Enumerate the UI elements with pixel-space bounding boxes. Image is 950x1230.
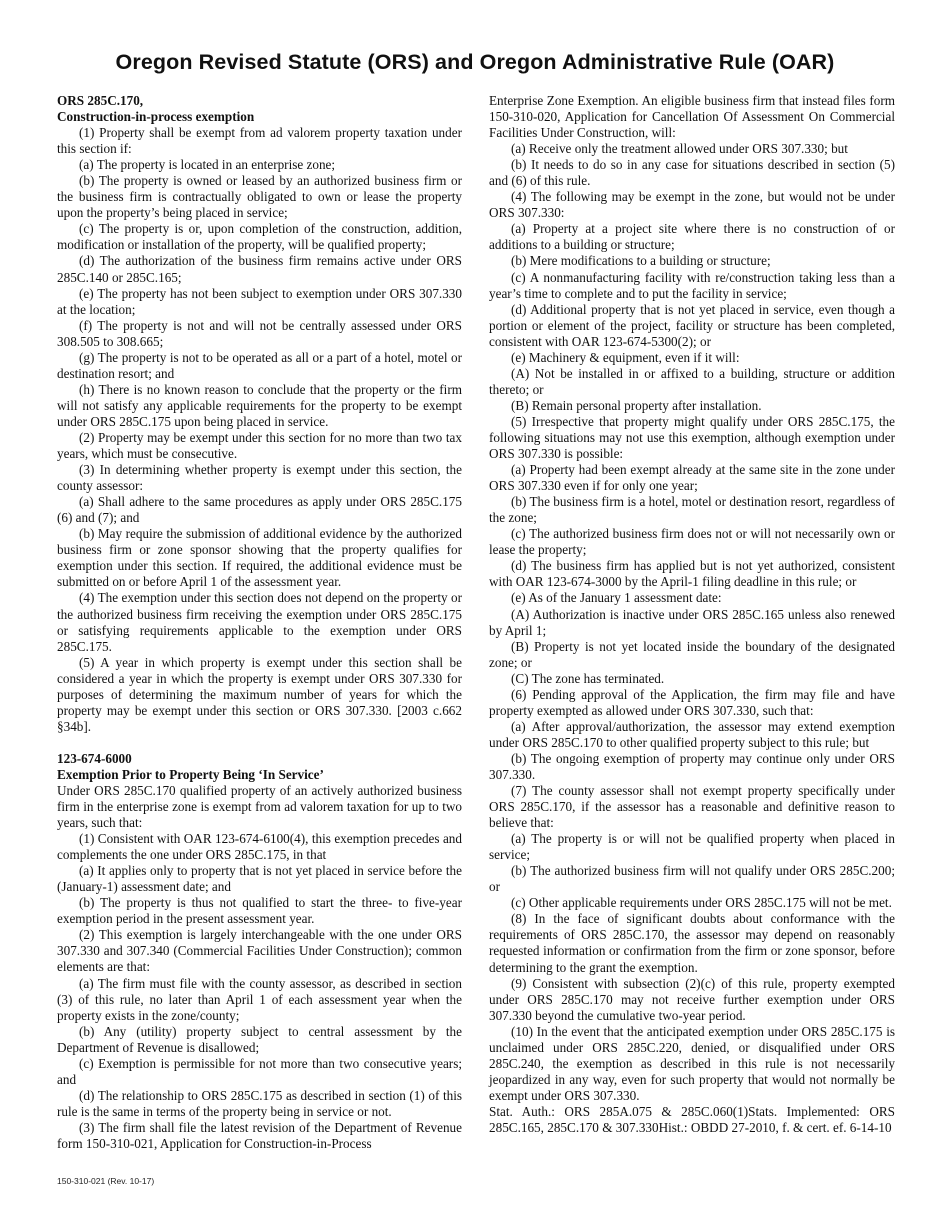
rule-intro: Under ORS 285C.170 qualified property of an actively authorized business firm in the enterprise zone is exempt from ad valorem taxation for up to two years, such that:: [57, 782, 462, 831]
rule-paragraph: (8) In the face of significant doubts about conformance with the requirements of ORS 285C.170, the assessor may depend on reasonably requested information or confirmation from the firm or zone sponsor, before determining to the grant the exemption.: [489, 911, 895, 975]
statute-paragraph: (f) The property is not and will not be centrally assessed under ORS 308.505 to 308.665;: [57, 317, 462, 349]
rule-paragraph: (9) Consistent with subsection (2)(c) of this rule, property exempted under ORS 285C.170 may not receive further exemption under ORS 307.330 beyond the cumulative two-year period.: [489, 975, 895, 1023]
form-code: 150-310-021 (Rev. 10-17): [57, 1176, 155, 1186]
rule-paragraph: (a) Property had been exempt already at the same site in the zone under ORS 307.330 even if for only one year;: [489, 462, 895, 494]
rule-paragraph: (5) Irrespective that property might qualify under ORS 285C.175, the following situations may not use this exemption, although exemption under ORS 307.330 is possible:: [489, 413, 895, 462]
page-title: Oregon Revised Statute (ORS) and Oregon Administrative Rule (OAR): [115, 50, 835, 74]
rule-paragraph: (6) Pending approval of the Application, the firm may file and have property exempted as allowed under ORS 307.330, such that:: [489, 686, 895, 718]
rule-paragraph: (b) The property is thus not qualified to start the three- to five-year exemption period in the present assessment year.: [57, 895, 462, 927]
statutory-authority: Stat. Auth.: ORS 285A.075 & 285C.060(1)Stats. Implemented: ORS 285C.165, 285C.170 & 307.330Hist.: OBDD 27-2010, f. & cert. ef. 6-14-10: [489, 1103, 895, 1135]
rule-paragraph: (d) Additional property that is not yet placed in service, even though a portion or element of the project, facility or structure has been completed, consistent with OAR 123-674-5300(2); or: [489, 301, 895, 349]
rule-paragraph: (10) In the event that the anticipated exemption under ORS 285C.175 is unclaimed under ORS 285C.220, denied, or disqualified under ORS 285C.240, the exemption as described in this rule is not necessarily jeopardized in any way, even for such property that would not normally be exempt under ORS 307.330.: [489, 1023, 895, 1103]
rule-paragraph: (3) The firm shall file the latest revision of the Department of Revenue form 150-310-021, Application for Construction-in-Process: [57, 1119, 462, 1151]
statute-paragraph: (e) The property has not been subject to exemption under ORS 307.330 at the location;: [57, 285, 462, 317]
rule-paragraph: (b) The authorized business firm will not qualify under ORS 285C.200; or: [489, 863, 895, 895]
rule-paragraph: (e) Machinery & equipment, even if it will:: [511, 349, 740, 365]
rule-paragraph: (B) Remain personal property after installation.: [511, 397, 762, 413]
statute-paragraph: (a) Shall adhere to the same procedures as apply under ORS 285C.175 (6) and (7); and: [57, 494, 462, 526]
rule-paragraph: (c) The authorized business firm does not or will not necessarily own or lease the property;: [489, 526, 895, 558]
statute-paragraph: (b) The property is owned or leased by an authorized business firm or the business firm is contractually obligated to own or lease the property upon the property’s being placed in service;: [57, 173, 462, 221]
rule-paragraph: (a) The property is or will not be qualified property when placed in service;: [489, 831, 895, 863]
statute-paragraph: (b) May require the submission of additional evidence by the authorized business firm or zone sponsor showing that the property qualifies for exemption under this section. If required, the additional evidence must be submitted on or before April 1 of the assessment year.: [57, 526, 462, 590]
rule-paragraph: (a) It applies only to property that is not yet placed in service before the (January-1) assessment date; and: [57, 863, 462, 895]
rule-paragraph: (b) The business firm is a hotel, motel or destination resort, regardless of the zone;: [489, 494, 895, 526]
statute-paragraph: (2) Property may be exempt under this section for no more than two tax years, which must be consecutive.: [57, 429, 462, 462]
rule-paragraph: (a) Property at a project site where there is no construction of or additions to a building or structure;: [489, 221, 895, 253]
rule-paragraph: (a) Receive only the treatment allowed under ORS 307.330; but: [511, 141, 848, 157]
right-column: [489, 93, 895, 1136]
rule-paragraph: (4) The following may be exempt in the zone, but would not be under ORS 307.330:: [489, 189, 895, 221]
rule-body-continued: [489, 141, 895, 1104]
rule-body: [57, 831, 462, 1152]
rule-paragraph: (e) As of the January 1 assessment date:: [511, 590, 722, 606]
statute-paragraph: (g) The property is not to be operated as all or a part of a hotel, motel or destination resort; and: [57, 349, 462, 381]
rule-paragraph: (A) Authorization is inactive under ORS 285C.165 unless also renewed by April 1;: [489, 606, 895, 638]
statute-paragraph: (h) There is no known reason to conclude that the property or the firm will not satisfy any applicable requirements for the property to be exempt under ORS 285C.175 upon being placed in service.: [57, 381, 462, 429]
statute-paragraph: (3) In determining whether property is exempt under this section, the county assessor:: [57, 462, 462, 494]
rule-subheading: Exemption Prior to Property Being ‘In Service’: [57, 766, 324, 782]
statute-paragraph: (c) The property is or, upon completion of the construction, addition, modification or installation of the property, will be qualified property;: [57, 221, 462, 253]
rule-paragraph: (7) The county assessor shall not exempt property specifically under ORS 285C.170, if the assessor has a reasonable and definitive reason to believe that:: [489, 783, 895, 831]
rule-heading: 123-674-6000: [57, 750, 132, 766]
rule-paragraph: (C) The zone has terminated.: [511, 670, 665, 686]
rule-paragraph: (d) The relationship to ORS 285C.175 as described in section (1) of this rule is the same in terms of the property being in service or not.: [57, 1087, 462, 1119]
rule-paragraph: (b) The ongoing exemption of property may continue only under ORS 307.330.: [489, 750, 895, 782]
rule-continuation: Enterprise Zone Exemption. An eligible business firm that instead files form 150-310-020, Application for Cancellation Of Assessment On Commercial Facilities Under Construction, will:: [489, 93, 895, 141]
rule-paragraph: (2) This exemption is largely interchangeable with the one under ORS 307.330 and 307.340 (Commercial Facilities Under Construction); common elements are that:: [57, 927, 462, 975]
statute-paragraph: (a) The property is located in an enterprise zone;: [79, 157, 336, 173]
rule-paragraph: (c) Other applicable requirements under ORS 285C.175 will not be met.: [511, 895, 892, 911]
statute-paragraph: (4) The exemption under this section does not depend on the property or the authorized business firm receiving the exemption under ORS 285C.175 or satisfying requirements applicable to the exemption under ORS 285C.175.: [57, 590, 462, 654]
rule-paragraph: (a) The firm must file with the county assessor, as described in section (3) of this rule, no later than April 1 of each assessment year when the property exists in the zone/county;: [57, 975, 462, 1023]
rule-paragraph: (b) Any (utility) property subject to central assessment by the Department of Revenue is disallowed;: [57, 1023, 462, 1055]
rule-paragraph: (B) Property is not yet located inside the boundary of the designated zone; or: [489, 638, 895, 670]
rule-paragraph: (b) Mere modifications to a building or structure;: [511, 253, 771, 269]
statute-body: [57, 125, 462, 735]
statute-subheading: Construction-in-process exemption: [57, 109, 255, 125]
statute-paragraph: (1) Property shall be exempt from ad valorem property taxation under this section if:: [57, 125, 462, 157]
statute-heading: ORS 285C.170,: [57, 93, 144, 108]
rule-paragraph: (a) After approval/authorization, the assessor may extend exemption under ORS 285C.170 to other qualified property subject to this rule; but: [489, 718, 895, 750]
statute-paragraph: (5) A year in which property is exempt under this section shall be considered a year in which the property is exempt under ORS 307.330 for purposes of determining the maximum number of years for which the property may be exempt under this section or ORS 307.330. [2003 c.662 §34b].: [57, 654, 462, 734]
left-column: [57, 93, 462, 1152]
rule-paragraph: (c) A nonmanufacturing facility with re/construction taking less than a year’s time to complete and to put the facility in service;: [489, 269, 895, 301]
rule-paragraph: (b) It needs to do so in any case for situations described in section (5) and (6) of this rule.: [489, 157, 895, 189]
rule-paragraph: (A) Not be installed in or affixed to a building, structure or addition thereto; or: [489, 365, 895, 397]
rule-paragraph: (d) The business firm has applied but is not yet authorized, consistent with OAR 123-674-3000 by the April-1 filing deadline in this rule; or: [489, 558, 895, 590]
rule-paragraph: (1) Consistent with OAR 123-674-6100(4), this exemption precedes and complements the one under ORS 285C.175, in that: [57, 831, 462, 863]
statute-paragraph: (d) The authorization of the business firm remains active under ORS 285C.140 or 285C.165;: [57, 253, 462, 285]
rule-paragraph: (c) Exemption is permissible for not more than two consecutive years; and: [57, 1055, 462, 1087]
